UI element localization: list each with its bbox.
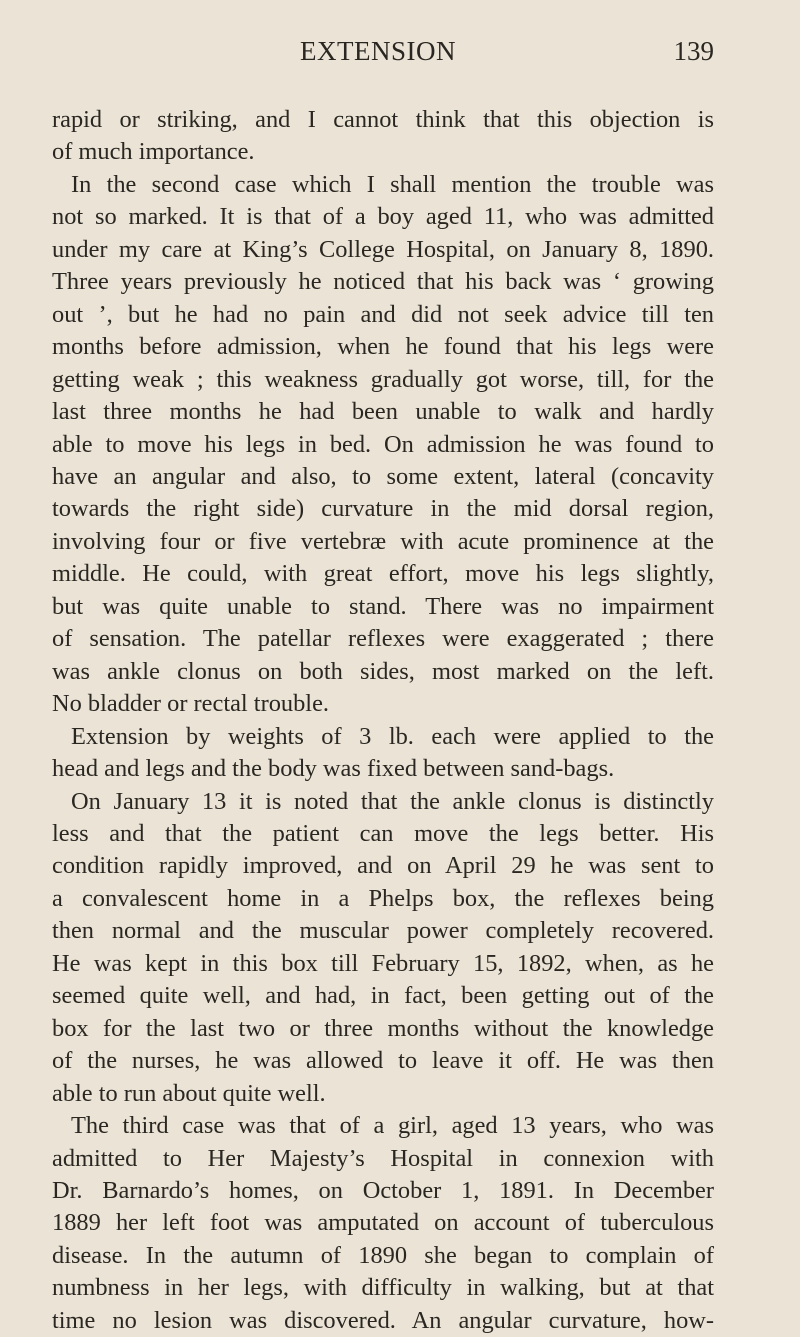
text-line: Three years previously he noticed that his back was ‘ growing [52, 268, 714, 296]
page-number: 139 [673, 36, 714, 66]
text-line: disease. In the autumn of 1890 she began to complain of [52, 1241, 714, 1269]
text-line: able to move his legs in bed. On admission he was found to [52, 430, 714, 458]
text-line: able to run about quite well. [52, 1079, 326, 1107]
text-line: middle. He could, with great effort, move his legs slightly, [52, 560, 714, 588]
text-line: under my care at King’s College Hospital, on January 8, 1890. [52, 235, 714, 263]
text-line: out ’, but he had no pain and did not seek advice till ten [52, 300, 714, 328]
text-line: a convalescent home in a Phelps box, the reflexes being [52, 884, 714, 912]
text-line: involving four or five vertebræ with acute prominence at the [52, 527, 714, 555]
text-line: admitted to Her Majesty’s Hospital in connexion with [52, 1144, 714, 1172]
text-line: of the nurses, he was allowed to leave it off. He was then [52, 1047, 714, 1075]
text-line: Extension by weights of 3 lb. each were applied to the [71, 722, 714, 750]
header-title: EXTENSION [300, 36, 456, 66]
text-line: condition rapidly improved, and on April 29 he was sent to [52, 852, 714, 880]
text-line: On January 13 it is noted that the ankle clonus is distinctly [71, 787, 714, 815]
text-line: In the second case which I shall mention the trouble was [71, 170, 714, 198]
text-line: No bladder or rectal trouble. [52, 690, 329, 718]
body-text [52, 104, 714, 1337]
text-line: but was quite unable to stand. There was no impairment [52, 592, 714, 620]
text-line: months before admission, when he found that his legs were [52, 333, 714, 361]
running-header [66, 34, 714, 72]
text-line: numbness in her legs, with difficulty in walking, but at that [52, 1274, 714, 1302]
text-line: He was kept in this box till February 15, 1892, when, as he [52, 949, 714, 977]
text-line: The third case was that of a girl, aged 13 years, who was [71, 1112, 714, 1140]
text-line: less and that the patient can move the legs better. His [52, 819, 714, 847]
text-line: time no lesion was discovered. An angular curvature, how- [52, 1306, 714, 1334]
text-line: Dr. Barnardo’s homes, on October 1, 1891. In December [52, 1176, 714, 1204]
text-line: towards the right side) curvature in the mid dorsal region, [52, 495, 714, 523]
text-line: not so marked. It is that of a boy aged 11, who was admitted [52, 203, 714, 231]
text-line: of much importance. [52, 138, 255, 166]
text-line: 1889 her left foot was amputated on account of tuberculous [52, 1209, 714, 1237]
text-line: of sensation. The patellar reflexes were exaggerated ; there [52, 625, 714, 653]
text-line: have an angular and also, to some extent, lateral (concavity [52, 462, 714, 490]
text-line: then normal and the muscular power completely recovered. [52, 917, 714, 945]
text-line: was ankle clonus on both sides, most marked on the left. [52, 657, 714, 685]
text-line: head and legs and the body was fixed between sand-bags. [52, 755, 615, 783]
text-line: box for the last two or three months without the knowledge [52, 1014, 714, 1042]
text-line: seemed quite well, and had, in fact, been getting out of the [52, 982, 714, 1010]
text-line: last three months he had been unable to walk and hardly [52, 398, 714, 426]
text-line: getting weak ; this weakness gradually got worse, till, for the [52, 365, 714, 393]
text-line: rapid or striking, and I cannot think that this objection is [52, 106, 714, 133]
